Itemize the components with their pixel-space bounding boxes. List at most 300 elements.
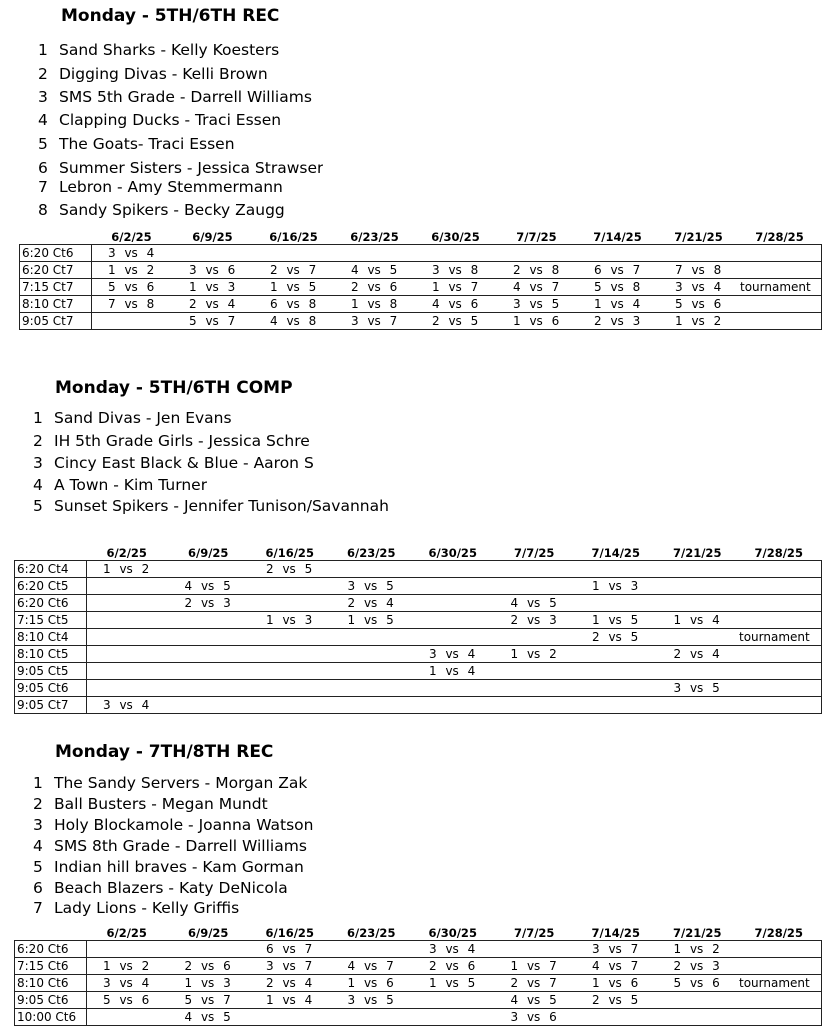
match-text: 4 vs 5 — [510, 596, 557, 610]
date-header: 6/16/25 — [265, 926, 314, 940]
match-cell — [739, 992, 821, 1009]
time-slot-cell: 7:15 Ct5 — [15, 612, 87, 629]
date-header: 6/2/25 — [106, 926, 147, 940]
time-slot-cell: 8:10 Ct7 — [20, 296, 92, 313]
match-text: 2 vs 8 — [513, 263, 560, 277]
match-cell — [335, 296, 416, 313]
schedule-table — [19, 244, 822, 330]
date-header: 6/16/25 — [269, 230, 318, 244]
match-cell — [659, 296, 740, 313]
match-text: 1 vs 4 — [673, 613, 720, 627]
date-header: 6/16/25 — [265, 546, 314, 560]
match-cell — [658, 941, 740, 958]
match-cell — [169, 561, 251, 578]
table-row — [15, 1009, 822, 1026]
match-cell — [576, 1009, 658, 1026]
match-text: 1 vs 2 — [103, 562, 150, 576]
match-text: 3 vs 4 — [675, 280, 722, 294]
table-row — [15, 958, 822, 975]
match-cell — [413, 595, 495, 612]
match-text: 2 vs 5 — [432, 314, 479, 328]
time-slot-cell: 8:10 Ct5 — [15, 646, 87, 663]
match-cell — [250, 663, 332, 680]
section-title: Monday - 5TH/6TH COMP — [55, 378, 293, 398]
match-cell — [740, 262, 822, 279]
match-cell — [92, 279, 174, 296]
match-cell — [576, 680, 658, 697]
date-header: 6/23/25 — [350, 230, 399, 244]
match-cell — [332, 578, 414, 595]
match-text: 1 vs 2 — [675, 314, 722, 328]
match-cell — [250, 1009, 332, 1026]
match-cell — [250, 578, 332, 595]
time-slot-cell: 6:20 Ct5 — [15, 578, 87, 595]
match-cell — [169, 663, 251, 680]
table-row — [15, 595, 822, 612]
match-text: 4 vs 7 — [592, 959, 639, 973]
match-text: 1 vs 5 — [270, 280, 317, 294]
date-header: 6/9/25 — [188, 546, 229, 560]
date-header: 6/9/25 — [188, 926, 229, 940]
team-item: 4 Clapping Ducks - Traci Essen — [38, 111, 282, 129]
team-item: 2 IH 5th Grade Girls - Jessica Schre — [33, 432, 310, 450]
match-text: 3 vs 8 — [432, 263, 479, 277]
match-text: 5 vs 7 — [189, 314, 236, 328]
match-text: 2 vs 4 — [189, 297, 236, 311]
match-text: 2 vs 3 — [184, 596, 231, 610]
match-cell — [87, 663, 169, 680]
time-slot-cell: 6:20 Ct4 — [15, 561, 87, 578]
match-cell — [576, 612, 658, 629]
match-cell — [495, 561, 577, 578]
match-cell — [332, 1009, 414, 1026]
time-slot-cell: 6:20 Ct6 — [15, 941, 87, 958]
team-item: 5 Indian hill braves - Kam Gorman — [33, 858, 304, 876]
match-cell — [658, 992, 740, 1009]
match-text: 1 vs 3 — [266, 613, 313, 627]
match-cell — [658, 629, 740, 646]
team-item: 1 The Sandy Servers - Morgan Zak — [33, 774, 308, 792]
match-text: 3 vs 5 — [513, 297, 560, 311]
match-text: 4 vs 7 — [513, 280, 560, 294]
match-cell — [92, 296, 174, 313]
match-cell — [87, 941, 169, 958]
match-cell — [413, 1009, 495, 1026]
match-cell — [739, 1009, 821, 1026]
team-item: 4 SMS 8th Grade - Darrell Williams — [33, 837, 307, 855]
match-text: 3 vs 7 — [266, 959, 313, 973]
match-cell — [495, 680, 577, 697]
date-header: 7/14/25 — [593, 230, 642, 244]
match-cell — [495, 975, 577, 992]
match-text: 4 vs 6 — [432, 297, 479, 311]
match-cell — [332, 561, 414, 578]
team-item: 6 Beach Blazers - Katy DeNicola — [33, 879, 288, 897]
match-text: 3 vs 6 — [510, 1010, 557, 1024]
table-row — [15, 612, 822, 629]
match-cell — [576, 578, 658, 595]
match-cell — [495, 646, 577, 663]
match-cell — [92, 245, 174, 262]
schedule-table — [14, 560, 822, 714]
date-header: 7/28/25 — [754, 926, 803, 940]
match-text: 1 vs 7 — [510, 959, 557, 973]
match-cell — [658, 697, 740, 714]
match-cell — [739, 595, 821, 612]
match-cell — [92, 313, 174, 330]
match-text: 4 vs 5 — [184, 579, 231, 593]
match-cell — [576, 663, 658, 680]
match-cell — [495, 595, 577, 612]
match-text: 6 vs 7 — [266, 942, 313, 956]
match-cell — [332, 680, 414, 697]
team-item: 2 Ball Busters - Megan Mundt — [33, 795, 268, 813]
match-text: 4 vs 5 — [351, 263, 398, 277]
match-text: 3 vs 5 — [347, 579, 394, 593]
match-text: 1 vs 4 — [429, 664, 476, 678]
match-text: 4 vs 5 — [184, 1010, 231, 1024]
match-cell — [659, 245, 740, 262]
match-cell — [740, 296, 822, 313]
match-text: 6 vs 8 — [270, 297, 317, 311]
match-text: 5 vs 6 — [673, 976, 720, 990]
match-cell — [332, 612, 414, 629]
match-cell — [250, 697, 332, 714]
match-cell — [416, 262, 497, 279]
match-cell — [173, 279, 254, 296]
match-cell — [576, 561, 658, 578]
match-text: 1 vs 5 — [429, 976, 476, 990]
match-text: 1 vs 2 — [103, 959, 150, 973]
match-text: 2 vs 5 — [592, 630, 639, 644]
match-cell — [658, 578, 740, 595]
match-text: 4 vs 8 — [270, 314, 317, 328]
match-cell — [87, 697, 169, 714]
match-cell — [87, 578, 169, 595]
match-cell — [413, 941, 495, 958]
match-cell — [335, 262, 416, 279]
match-cell — [578, 262, 659, 279]
match-cell — [173, 296, 254, 313]
team-item: 7 Lebron - Amy Stemmermann — [38, 178, 283, 196]
match-text: 5 vs 8 — [594, 280, 641, 294]
time-slot-cell: 7:15 Ct7 — [20, 279, 92, 296]
match-cell — [250, 941, 332, 958]
match-cell — [739, 561, 821, 578]
match-cell — [87, 975, 169, 992]
match-cell — [578, 245, 659, 262]
match-text: 4 vs 5 — [510, 993, 557, 1007]
match-text: 1 vs 8 — [351, 297, 398, 311]
match-cell — [413, 663, 495, 680]
match-text: 7 vs 8 — [675, 263, 722, 277]
team-item: 3 Cincy East Black & Blue - Aaron S — [33, 454, 314, 472]
match-text: 1 vs 5 — [347, 613, 394, 627]
match-text: 2 vs 4 — [266, 976, 313, 990]
match-cell — [413, 992, 495, 1009]
match-cell — [169, 612, 251, 629]
match-cell — [495, 941, 577, 958]
table-row — [15, 992, 822, 1009]
match-text: tournament — [739, 630, 810, 644]
match-text: 1 vs 5 — [592, 613, 639, 627]
match-text: tournament — [740, 280, 811, 294]
match-text: 3 vs 7 — [592, 942, 639, 956]
match-cell — [413, 975, 495, 992]
team-item: 6 Summer Sisters - Jessica Strawser — [38, 159, 324, 177]
time-slot-cell: 9:05 Ct7 — [15, 697, 87, 714]
match-cell — [578, 279, 659, 296]
time-slot-cell: 6:20 Ct7 — [20, 262, 92, 279]
match-cell — [169, 646, 251, 663]
match-cell — [416, 313, 497, 330]
match-cell — [169, 680, 251, 697]
match-cell — [254, 313, 335, 330]
match-cell — [87, 680, 169, 697]
match-cell — [250, 975, 332, 992]
match-cell — [497, 313, 578, 330]
match-text: 3 vs 4 — [103, 698, 150, 712]
time-slot-cell: 9:05 Ct6 — [15, 992, 87, 1009]
table-row — [15, 680, 822, 697]
match-cell — [169, 1009, 251, 1026]
team-item: 5 The Goats- Traci Essen — [38, 135, 235, 153]
match-text: 1 vs 4 — [594, 297, 641, 311]
match-cell — [169, 958, 251, 975]
match-cell — [495, 958, 577, 975]
time-slot-cell: 9:05 Ct6 — [15, 680, 87, 697]
match-cell — [250, 992, 332, 1009]
match-cell — [658, 975, 740, 992]
match-cell — [173, 262, 254, 279]
match-cell — [169, 595, 251, 612]
match-text: 2 vs 6 — [429, 959, 476, 973]
match-cell — [169, 992, 251, 1009]
match-cell — [169, 629, 251, 646]
match-cell — [416, 279, 497, 296]
match-cell — [250, 680, 332, 697]
match-text: 1 vs 3 — [189, 280, 236, 294]
match-cell — [413, 612, 495, 629]
date-header: 6/2/25 — [111, 230, 152, 244]
date-header: 6/23/25 — [347, 926, 396, 940]
match-cell — [250, 561, 332, 578]
match-cell — [92, 262, 174, 279]
match-cell — [87, 1009, 169, 1026]
table-row — [15, 975, 822, 992]
match-cell — [169, 975, 251, 992]
match-cell — [497, 245, 578, 262]
match-text: 2 vs 7 — [510, 976, 557, 990]
match-cell — [332, 992, 414, 1009]
match-text: 3 vs 4 — [429, 942, 476, 956]
match-cell — [495, 1009, 577, 1026]
match-text: 2 vs 5 — [592, 993, 639, 1007]
match-cell — [739, 697, 821, 714]
time-slot-cell: 8:10 Ct4 — [15, 629, 87, 646]
team-item: 1 Sand Divas - Jen Evans — [33, 409, 232, 427]
table-row — [15, 941, 822, 958]
time-slot-cell: 7:15 Ct6 — [15, 958, 87, 975]
match-text: 3 vs 4 — [108, 246, 155, 260]
match-cell — [250, 958, 332, 975]
match-cell — [250, 595, 332, 612]
team-item: 7 Lady Lions - Kelly Griffis — [33, 899, 240, 917]
match-cell — [658, 1009, 740, 1026]
match-text: 1 vs 6 — [347, 976, 394, 990]
match-text: 1 vs 2 — [673, 942, 720, 956]
match-text: 1 vs 3 — [592, 579, 639, 593]
match-cell — [739, 612, 821, 629]
match-cell — [578, 313, 659, 330]
match-cell — [495, 612, 577, 629]
match-cell — [332, 958, 414, 975]
team-item: 3 SMS 5th Grade - Darrell Williams — [38, 88, 312, 106]
date-header: 7/28/25 — [754, 546, 803, 560]
match-cell — [87, 629, 169, 646]
match-cell — [332, 941, 414, 958]
team-item: 4 A Town - Kim Turner — [33, 476, 208, 494]
match-text: 5 vs 6 — [675, 297, 722, 311]
match-text: 7 vs 8 — [108, 297, 155, 311]
match-text: 3 vs 5 — [347, 993, 394, 1007]
match-text: 3 vs 4 — [429, 647, 476, 661]
table-row — [20, 279, 822, 296]
match-text: 3 vs 5 — [673, 681, 720, 695]
match-cell — [495, 697, 577, 714]
match-cell — [254, 262, 335, 279]
match-cell — [254, 279, 335, 296]
match-cell — [413, 958, 495, 975]
match-cell — [169, 578, 251, 595]
match-cell — [497, 262, 578, 279]
section-title: Monday - 5TH/6TH REC — [61, 6, 280, 26]
match-cell — [250, 612, 332, 629]
table-row — [20, 296, 822, 313]
match-text: 5 vs 7 — [184, 993, 231, 1007]
team-item: 5 Sunset Spikers - Jennifer Tunison/Savannah — [33, 497, 389, 515]
table-row — [15, 578, 822, 595]
date-header: 7/21/25 — [674, 230, 723, 244]
match-cell — [576, 992, 658, 1009]
time-slot-cell: 10:00 Ct6 — [15, 1009, 87, 1026]
date-header: 7/7/25 — [514, 546, 555, 560]
table-row — [15, 646, 822, 663]
date-header: 6/2/25 — [106, 546, 147, 560]
table-row — [20, 245, 822, 262]
match-cell — [416, 245, 497, 262]
schedule-table — [14, 940, 822, 1026]
match-cell — [332, 629, 414, 646]
match-text: 2 vs 5 — [266, 562, 313, 576]
match-cell — [413, 646, 495, 663]
match-cell — [576, 646, 658, 663]
table-row — [20, 313, 822, 330]
match-text: 1 vs 6 — [513, 314, 560, 328]
match-cell — [739, 680, 821, 697]
match-cell — [332, 663, 414, 680]
match-cell — [87, 612, 169, 629]
match-cell — [740, 245, 822, 262]
match-cell — [495, 629, 577, 646]
match-text: 3 vs 6 — [189, 263, 236, 277]
match-text: 1 vs 2 — [510, 647, 557, 661]
time-slot-cell: 6:20 Ct6 — [20, 245, 92, 262]
time-slot-cell: 6:20 Ct6 — [15, 595, 87, 612]
team-item: 3 Holy Blockamole - Joanna Watson — [33, 816, 314, 834]
date-header: 7/28/25 — [755, 230, 804, 244]
match-cell — [658, 646, 740, 663]
match-cell — [250, 646, 332, 663]
match-cell — [173, 245, 254, 262]
match-cell — [658, 680, 740, 697]
match-text: 1 vs 7 — [432, 280, 479, 294]
match-cell — [416, 296, 497, 313]
match-cell — [87, 992, 169, 1009]
date-header: 6/9/25 — [192, 230, 233, 244]
match-cell — [578, 296, 659, 313]
date-header: 6/23/25 — [347, 546, 396, 560]
match-cell — [332, 975, 414, 992]
time-slot-cell: 8:10 Ct6 — [15, 975, 87, 992]
match-text: 2 vs 6 — [184, 959, 231, 973]
table-row — [15, 561, 822, 578]
match-cell — [740, 279, 822, 296]
match-cell — [495, 992, 577, 1009]
date-header: 6/30/25 — [428, 546, 477, 560]
table-row — [15, 663, 822, 680]
match-cell — [658, 595, 740, 612]
match-cell — [250, 629, 332, 646]
match-text: 3 vs 7 — [351, 314, 398, 328]
date-header: 7/14/25 — [591, 546, 640, 560]
match-text: 3 vs 4 — [103, 976, 150, 990]
match-cell — [335, 279, 416, 296]
match-cell — [87, 561, 169, 578]
match-cell — [659, 279, 740, 296]
table-row — [15, 629, 822, 646]
match-cell — [740, 313, 822, 330]
section-title: Monday - 7TH/8TH REC — [55, 742, 274, 762]
match-text: 5 vs 6 — [108, 280, 155, 294]
match-text: 4 vs 7 — [347, 959, 394, 973]
match-cell — [576, 697, 658, 714]
match-cell — [332, 595, 414, 612]
match-text: 1 vs 3 — [184, 976, 231, 990]
match-text: tournament — [739, 976, 810, 990]
time-slot-cell: 9:05 Ct5 — [15, 663, 87, 680]
match-cell — [576, 595, 658, 612]
match-cell — [659, 262, 740, 279]
match-cell — [254, 245, 335, 262]
match-text: 1 vs 4 — [266, 993, 313, 1007]
team-item: 1 Sand Sharks - Kelly Koesters — [38, 41, 280, 59]
date-header: 7/7/25 — [514, 926, 555, 940]
match-cell — [169, 941, 251, 958]
match-cell — [576, 629, 658, 646]
match-cell — [739, 578, 821, 595]
team-item: 2 Digging Divas - Kelli Brown — [38, 65, 268, 83]
match-cell — [739, 663, 821, 680]
match-text: 2 vs 3 — [594, 314, 641, 328]
match-cell — [576, 958, 658, 975]
match-text: 2 vs 6 — [351, 280, 398, 294]
table-row — [15, 697, 822, 714]
match-cell — [659, 313, 740, 330]
match-text: 2 vs 4 — [347, 596, 394, 610]
match-cell — [576, 941, 658, 958]
match-cell — [413, 697, 495, 714]
